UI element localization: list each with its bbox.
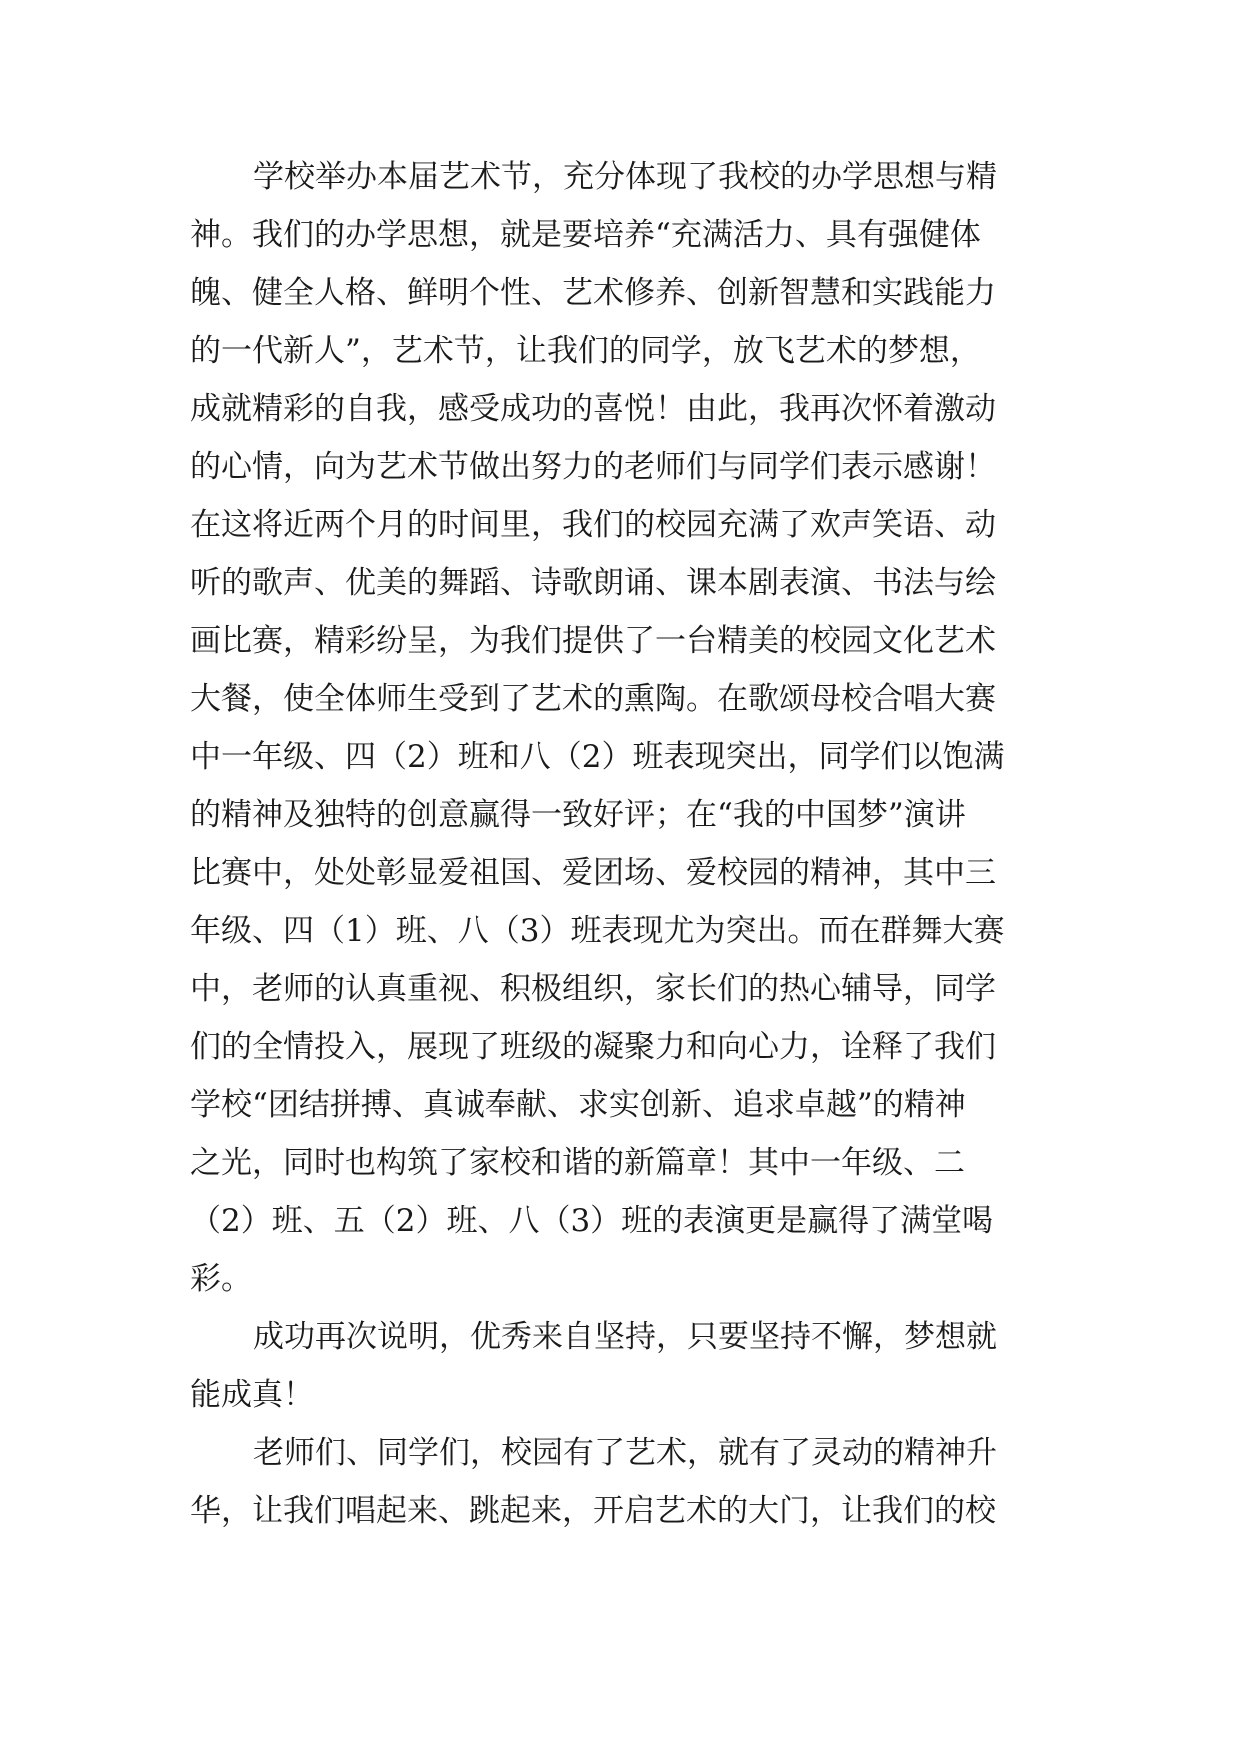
paragraph-1-line-18: 之光，同时也构筑了家校和谐的新篇章！其中一年级、二 (190, 1145, 965, 1181)
paragraph-1-line-19: （2）班、五（2）班、八（3）班的表演更是赢得了满堂喝 (190, 1203, 994, 1239)
paragraph-1-line-12: 的精神及独特的创意赢得一致好评；在“我的中国梦”演讲 (190, 797, 966, 833)
paragraph-1-line-15: 中，老师的认真重视、积极组织，家长们的热心辅导，同学 (190, 971, 996, 1007)
paragraph-1-line-7: 在这将近两个月的时间里，我们的校园充满了欢声笑语、动 (190, 507, 996, 543)
paragraph-1-line-4: 的一代新人”，艺术节，让我们的同学，放飞艺术的梦想， (190, 333, 981, 369)
paragraph-1-line-11: 中一年级、四（2）班和八（2）班表现突出，同学们以饱满 (190, 739, 1005, 775)
paragraph-1-line-1: 学校举办本届艺术节，充分体现了我校的办学思想与精 (253, 159, 997, 195)
paragraph-1-line-20: 彩。 (190, 1261, 252, 1297)
paragraph-1-line-16: 们的全情投入，展现了班级的凝聚力和向心力，诠释了我们 (190, 1029, 996, 1065)
paragraph-1-line-9: 画比赛，精彩纷呈，为我们提供了一台精美的校园文化艺术 (190, 623, 996, 659)
paragraph-3-line-1: 老师们、同学们，校园有了艺术，就有了灵动的精神升 (253, 1435, 997, 1471)
paragraph-1-line-14: 年级、四（1）班、八（3）班表现尤为突出。而在群舞大赛 (190, 913, 1005, 949)
paragraph-1-line-6: 的心情，向为艺术节做出努力的老师们与同学们表示感谢！ (190, 449, 996, 485)
paragraph-3-line-2: 华，让我们唱起来、跳起来，开启艺术的大门，让我们的校 (190, 1493, 996, 1529)
paragraph-2-line-2: 能成真！ (190, 1377, 314, 1413)
paragraph-1-line-8: 听的歌声、优美的舞蹈、诗歌朗诵、课本剧表演、书法与绘 (190, 565, 996, 601)
paragraph-1-line-3: 魄、健全人格、鲜明个性、艺术修养、创新智慧和实践能力 (190, 275, 996, 311)
paragraph-1-line-13: 比赛中，处处彰显爱祖国、爱团场、爱校园的精神，其中三 (190, 855, 996, 891)
paragraph-1-line-10: 大餐，使全体师生受到了艺术的熏陶。在歌颂母校合唱大赛 (190, 681, 996, 717)
paragraph-1-line-2: 神。我们的办学思想，就是要培养“充满活力、具有强健体 (190, 217, 981, 253)
paragraph-2-line-1: 成功再次说明，优秀来自坚持，只要坚持不懈，梦想就 (253, 1319, 997, 1355)
paragraph-1-line-5: 成就精彩的自我，感受成功的喜悦！由此，我再次怀着激动 (190, 391, 996, 427)
paragraph-1-line-17: 学校“团结拼搏、真诚奉献、求实创新、追求卓越”的精神 (190, 1087, 966, 1123)
